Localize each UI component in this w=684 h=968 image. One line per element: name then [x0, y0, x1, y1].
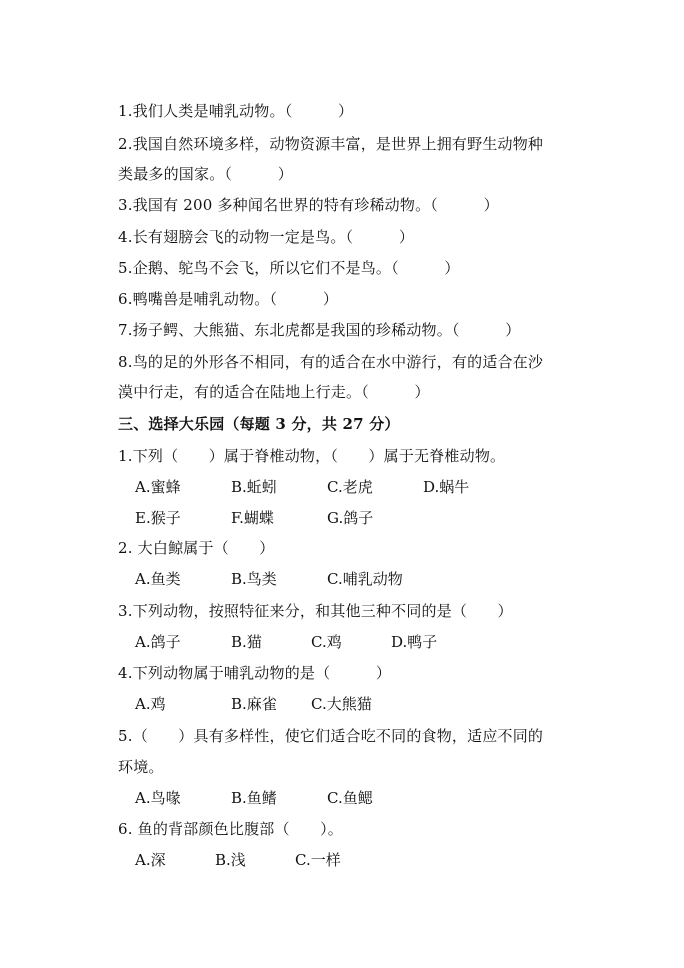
q2-option-c: C.哺乳动物: [327, 570, 403, 588]
question-3-stem: 3.下列动物，按照特征来分，和其他三种不同的是（ ）: [118, 602, 513, 620]
section-heading: 三、选择大乐园（每题 3 分，共 27 分）: [118, 415, 400, 433]
judge-item-4: 4.长有翅膀会飞的动物一定是鸟。（ ）: [118, 228, 415, 246]
q1-option-f: F.蝴蝶: [231, 509, 274, 527]
question-2-stem: 2. 大白鲸属于（ ）: [118, 539, 275, 557]
judge-item-8-line1: 8.鸟的足的外形各不相同，有的适合在水中游行，有的适合在沙: [118, 353, 544, 371]
judge-item-6: 6.鸭嘴兽是哺乳动物。（ ）: [118, 290, 339, 308]
q1-option-d: D.蜗牛: [423, 478, 470, 496]
q3-option-d: D.鸭子: [391, 633, 438, 651]
q3-option-a: A.鸽子: [135, 633, 181, 651]
judge-item-2-line1: 2.我国自然环境多样，动物资源丰富，是世界上拥有野生动物种: [118, 135, 544, 153]
q1-option-e: E.猴子: [135, 509, 181, 527]
question-4-stem: 4.下列动物属于哺乳动物的是（ ）: [118, 664, 392, 682]
judge-item-7: 7.扬子鳄、大熊猫、东北虎都是我国的珍稀动物。（ ）: [118, 321, 521, 339]
q6-option-b: B.浅: [215, 851, 246, 869]
q4-option-c: C.大熊猫: [311, 695, 372, 713]
q3-option-b: B.猫: [231, 633, 262, 651]
question-1-stem: 1.下列（ ）属于脊椎动物，（ ）属于无脊椎动物。: [118, 447, 506, 465]
q6-option-c: C.一样: [295, 851, 341, 869]
q5-option-a: A.鸟喙: [135, 789, 181, 807]
q6-option-a: A.深: [135, 851, 166, 869]
q4-option-a: A.鸡: [135, 695, 166, 713]
q1-option-c: C.老虎: [327, 478, 373, 496]
q1-option-b: B.蚯蚓: [231, 478, 277, 496]
q5-option-c: C.鱼鳃: [327, 789, 373, 807]
q1-option-g: G.鸽子: [327, 509, 374, 527]
q2-option-a: A.鱼类: [135, 570, 181, 588]
judge-item-2-line2: 类最多的国家。（ ）: [118, 165, 293, 183]
question-5-stem-line2: 环境。: [118, 758, 164, 776]
question-5-stem: 5.（ ）具有多样性，使它们适合吃不同的食物，适应不同的: [118, 727, 544, 745]
q3-option-c: C.鸡: [311, 633, 342, 651]
judge-item-8-line2: 漠中行走，有的适合在陆地上行走。（ ）: [118, 383, 430, 401]
judge-item-3: 3.我国有 200 多种闻名世界的特有珍稀动物。（ ）: [118, 196, 499, 214]
q5-option-b: B.鱼鳍: [231, 789, 277, 807]
q2-option-b: B.鸟类: [231, 570, 277, 588]
judge-item-1: 1.我们人类是哺乳动物。（ ）: [118, 102, 354, 120]
q4-option-b: B.麻雀: [231, 695, 277, 713]
q1-option-a: A.蜜蜂: [135, 478, 181, 496]
judge-item-5: 5.企鹅、鸵鸟不会飞，所以它们不是鸟。（ ）: [118, 259, 460, 277]
question-6-stem: 6. 鱼的背部颜色比腹部（ ）。: [118, 820, 343, 838]
